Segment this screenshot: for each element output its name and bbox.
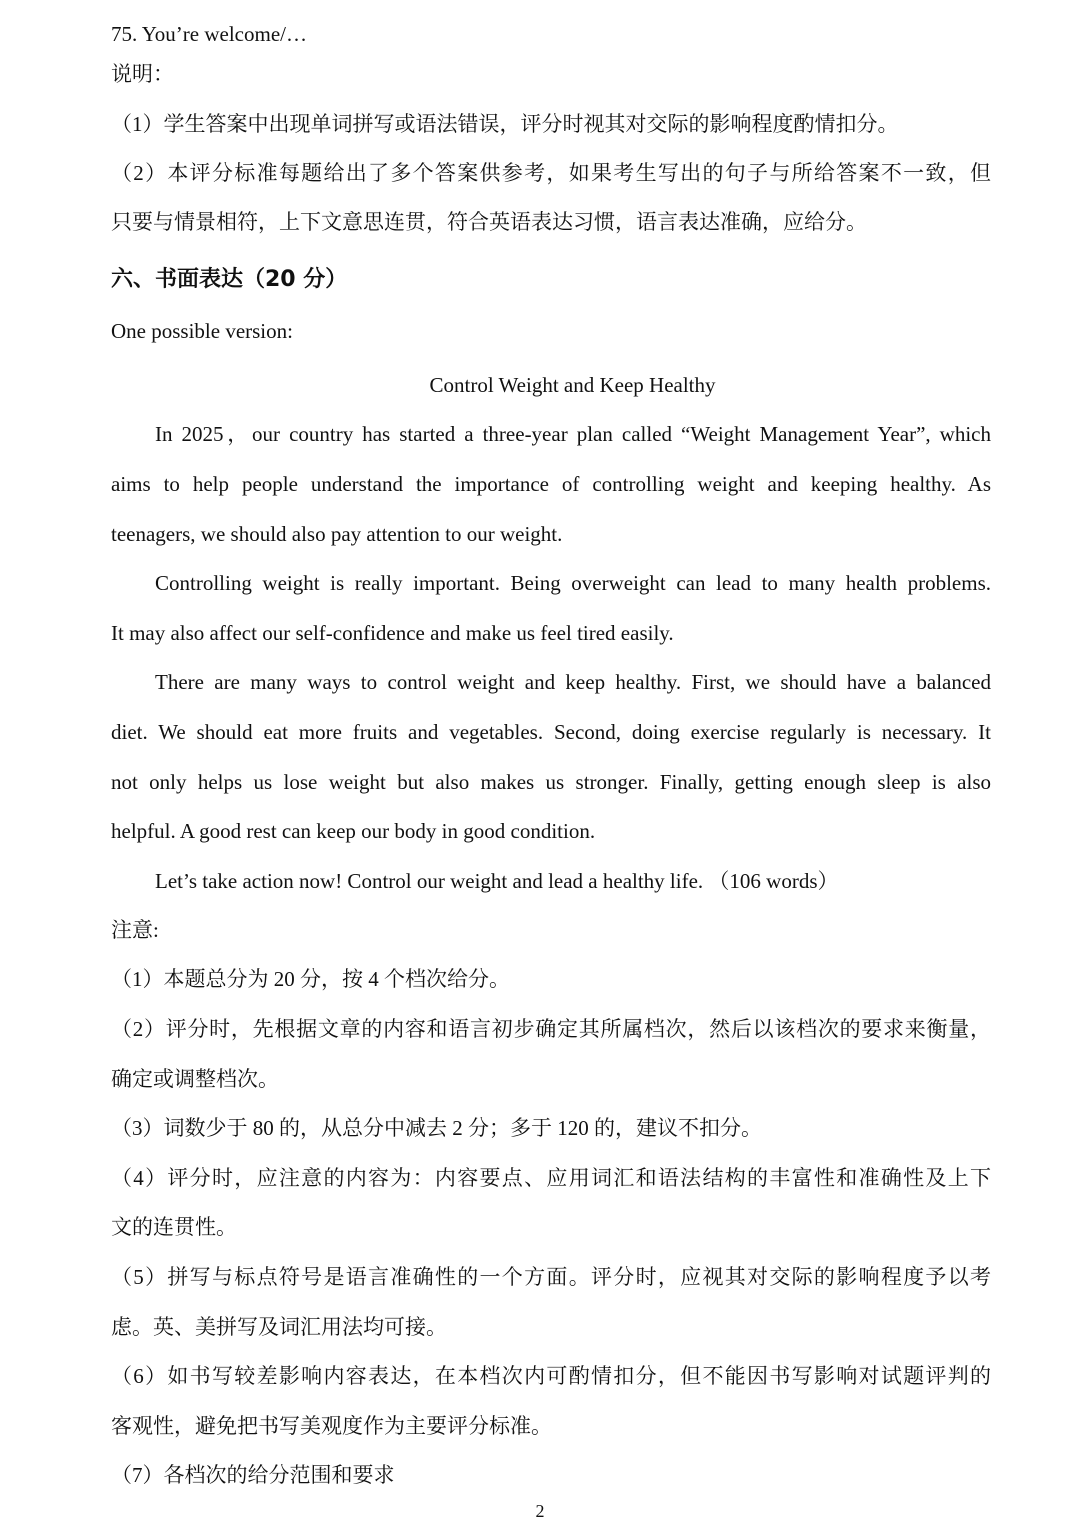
- essay-p3-line-3: not only helps us lose weight but also makes us stronger. Finally, getting enough sleep is also: [111, 770, 991, 794]
- essay-title: Control Weight and Keep Healthy: [429, 373, 716, 397]
- note-5-line-1: （5）拼写与标点符号是语言准确性的一个方面。评分时，应视其对交际的影响程度予以考: [111, 1265, 991, 1289]
- explanation-title: 说明：: [111, 62, 174, 86]
- answer-75: 75. You’re welcome/…: [111, 22, 307, 46]
- essay-p1-line-1: In 2025，our country has started a three-year plan called “Weight Management Year”, which: [155, 422, 991, 446]
- version-label: One possible version:: [111, 319, 293, 343]
- note-3: （3）词数少于 80 的，从总分中减去 2 分；多于 120 的，建议不扣分。: [111, 1116, 762, 1140]
- explanation-note-2-line-2: 只要与情景相符，上下文意思连贯，符合英语表达习惯，语言表达准确，应给分。: [111, 210, 867, 234]
- note-6-line-2: 客观性，避免把书写美观度作为主要评分标准。: [111, 1414, 552, 1438]
- page-number: 2: [535, 1501, 545, 1521]
- explanation-note-1: （1）学生答案中出现单词拼写或语法错误，评分时视其对交际的影响程度酌情扣分。: [111, 112, 899, 136]
- essay-p1-line-2: aims to help people understand the importance of controlling weight and keeping healthy. As: [111, 472, 991, 496]
- note-2-line-2: 确定或调整档次。: [111, 1067, 279, 1091]
- essay-p2-line-2: It may also affect our self-confidence and make us feel tired easily.: [111, 621, 674, 645]
- note-4-line-2: 文的连贯性。: [111, 1215, 237, 1239]
- note-7: （7）各档次的给分范围和要求: [111, 1463, 395, 1487]
- essay-p3-line-2: diet. We should eat more fruits and vegetables. Second, doing exercise regularly is necessary. It: [111, 720, 991, 744]
- essay-p3-line-4: helpful. A good rest can keep our body in good condition.: [111, 819, 596, 843]
- note-2-line-1: （2）评分时，先根据文章的内容和语言初步确定其所属档次，然后以该档次的要求来衡量，: [111, 1017, 991, 1041]
- notes-title: 注意:: [111, 918, 159, 942]
- note-6-line-1: （6）如书写较差影响内容表达，在本档次内可酌情扣分，但不能因书写影响对试题评判的: [111, 1364, 991, 1388]
- essay-p4-line-1: Let’s take action now! Control our weight and lead a healthy life. （106 words）: [155, 869, 839, 893]
- section-heading: 六、书面表达（20 分）: [111, 267, 348, 292]
- note-1: （1）本题总分为 20 分，按 4 个档次给分。: [111, 967, 510, 991]
- note-5-line-2: 虑。英、美拼写及词汇用法均可接。: [111, 1315, 447, 1339]
- explanation-note-2-line-1: （2）本评分标准每题给出了多个答案供参考，如果考生写出的句子与所给答案不一致，但: [111, 161, 991, 185]
- note-4-line-1: （4）评分时，应注意的内容为：内容要点、应用词汇和语法结构的丰富性和准确性及上下: [111, 1166, 991, 1190]
- essay-p3-line-1: There are many ways to control weight and keep healthy. First, we should have a balanced: [155, 670, 991, 694]
- essay-p1-line-3: teenagers, we should also pay attention to our weight.: [111, 522, 563, 546]
- essay-p2-line-1: Controlling weight is really important. Being overweight can lead to many health problems.: [155, 571, 991, 595]
